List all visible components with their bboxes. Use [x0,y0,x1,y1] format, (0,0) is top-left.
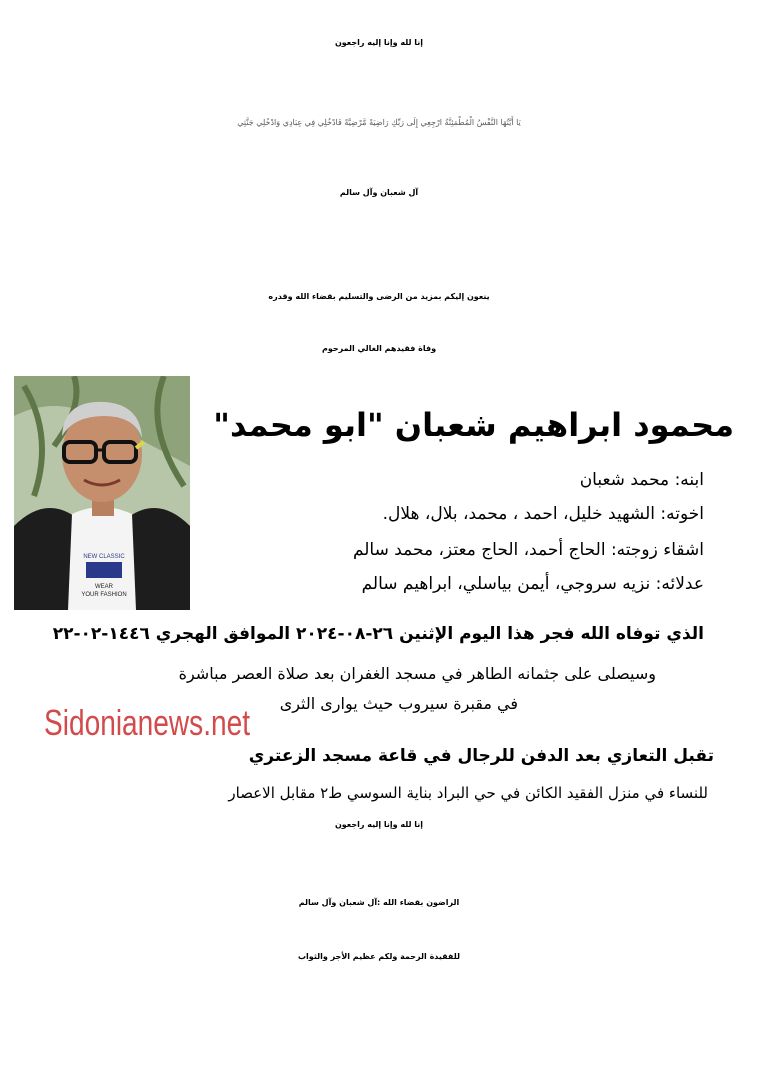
condolence-men-line: تقبل التعازي بعد الدفن للرجال في قاعة مسجد الزعتري [248,746,714,766]
death-date-line: الذي توفاه الله فجر هذا اليوم الإثنين ٢٦-٠٨-٢٠٢٤ الموافق الهجري ١٤٤٦-٠٢-٢٢ [52,624,704,644]
photo-shirt-line-3: YOUR FASHION [81,592,127,598]
deceased-name: محمود ابراهيم شعبان "ابو محمد" [213,406,734,444]
family-name: آل شعبان وآل سالم [339,188,419,197]
announcement-line-1: ينعون إليكم بمزيد من الرضى والتسليم بقضاء الله وقدره [268,292,490,301]
photo-shirt-line-2: WEAR [95,584,113,590]
announcement-line-2: وفاة فقيدهم الغالي المرحوم [321,344,437,353]
quran-verse: يَا أَيَّتُهَا النَّفْسُ الْمُطْمَئِنَّةُ ارْجِعِي إِلَى رَبِّكِ رَاضِيَةً مَّرْضِيَّةً فَادْخُلِي فِي عِبَادِي وَادْخُلِي جَنَّتِي [237,118,521,127]
relative-wife-brothers: اشقاء زوجته: الحاج أحمد، الحاج معتز، محمد سالم [352,540,704,560]
photo-shirt-line-1: NEW CLASSIC [83,554,125,560]
page-title-bottom: إنا لله وإنا إليه راجعون [334,820,424,829]
funeral-prayer-line: وسيصلى على جثمانه الطاهر في مسجد الغفران بعد صلاة العصر مباشرة [178,664,656,683]
signoff-line: الراضون بقضاء الله :آل شعبان وآل سالم [298,898,460,907]
watermark: Sidonianews.net [44,702,251,743]
burial-line: في مقبرة سيروب حيث يوارى الثرى [279,694,518,713]
relative-cousins: عدلائه: نزيه سروجي، أيمن بياسلي، ابراهيم سالم [361,574,704,594]
deceased-photo [14,376,190,610]
closing-line: للفقيدة الرحمة ولكم عظيم الأجر والثواب [298,952,460,961]
condolence-women-line: للنساء في منزل الفقيد الكائن في حي البراد بناية السوسي ط٢ مقابل الاعصار [228,784,708,802]
page-title-top: إنا لله وإنا إليه راجعون [334,38,424,47]
relative-brothers: اخوته: الشهيد خليل، احمد ، محمد، بلال، هلال. [382,504,704,524]
relative-son: ابنه: محمد شعبان [579,470,704,490]
